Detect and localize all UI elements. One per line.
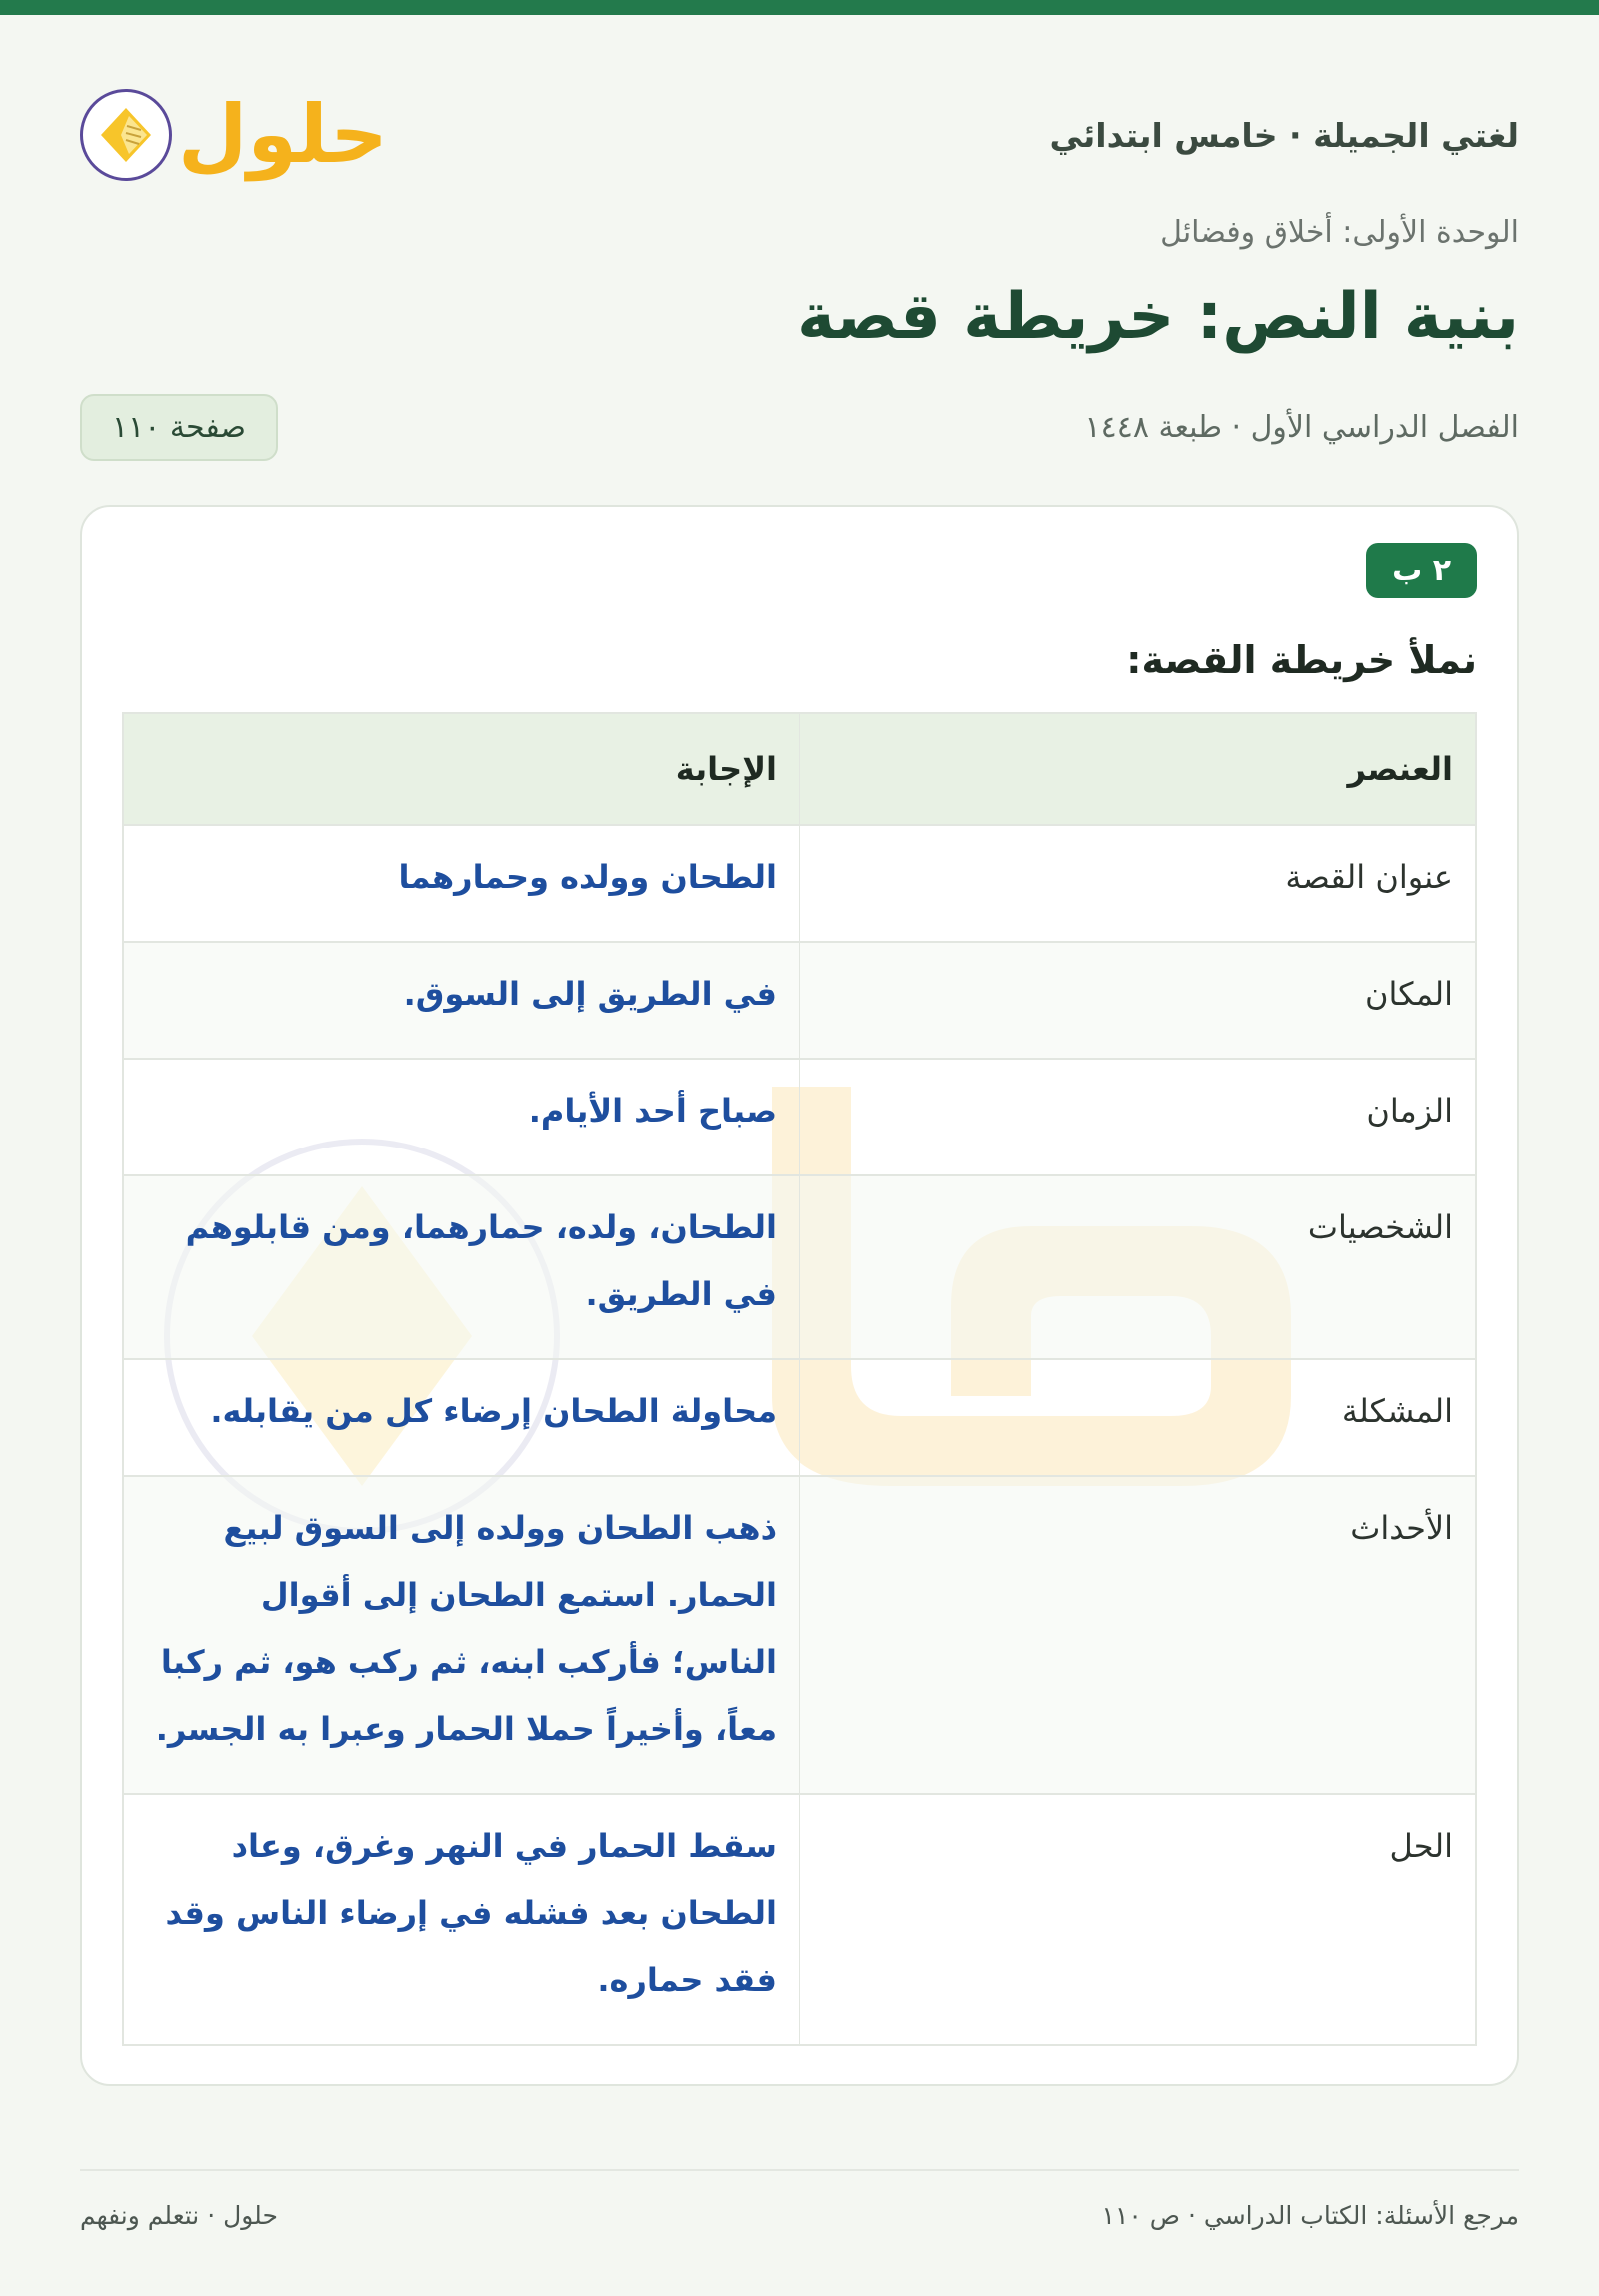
- row-element-cell: [800, 1476, 1476, 1794]
- logo-badge-icon: [80, 89, 172, 181]
- header: [80, 15, 1519, 235]
- row-element-cell: [800, 1359, 1476, 1476]
- row-element: الحل: [1389, 1827, 1453, 1865]
- row-element: الشخصيات: [1307, 1208, 1453, 1246]
- question-card: [80, 505, 1519, 2086]
- top-accent-bar: [0, 0, 1599, 15]
- row-element-cell: [800, 942, 1476, 1059]
- page: [0, 15, 1599, 2296]
- row-answer-cell: [123, 942, 800, 1059]
- row-answer: في الطريق إلى السوق.: [403, 975, 777, 1013]
- row-answer-cell: [123, 1059, 800, 1175]
- row-answer: الطحان، ولده، حمارهما، ومن قابلوهم في الطريق.: [185, 1208, 777, 1313]
- row-answer-cell: [123, 1359, 800, 1476]
- row-answer-cell: [123, 825, 800, 942]
- logo-wordmark: حلول: [178, 88, 388, 181]
- row-answer-cell: [123, 1175, 800, 1359]
- row-answer-cell: [123, 1794, 800, 2045]
- row-answer: ذهب الطحان وولده إلى السوق لبيع الحمار. استمع الطحان إلى أقوال الناس؛ فأركب ابنه، ثم ركب هو، ثم ركبا معاً، وأخيراً حملا الحمار وعبرا به الجسر.: [155, 1509, 777, 1748]
- column-header-element: العنصر: [800, 713, 1476, 825]
- question-prompt: نملأ خريطة القصة:: [1126, 638, 1477, 682]
- row-element: الأحداث: [1350, 1509, 1453, 1547]
- row-answer: صباح أحد الأيام.: [528, 1092, 777, 1130]
- footer: [80, 2169, 1519, 2230]
- row-answer-cell: [123, 1476, 800, 1794]
- row-answer: الطحان وولده وحمارهما: [398, 858, 777, 896]
- table-row: [123, 1175, 1476, 1359]
- table-header-row: [123, 713, 1476, 825]
- page-title: بنية النص: خريطة قصة: [798, 280, 1519, 354]
- table-row: [123, 1794, 1476, 2045]
- row-element-cell: [800, 1059, 1476, 1175]
- row-answer: سقط الحمار في النهر وغرق، وعاد الطحان بعد فشله في إرضاء الناس وقد فقد حماره.: [165, 1827, 777, 1999]
- story-map-table: [122, 712, 1477, 2046]
- row-element-cell: [800, 1794, 1476, 2045]
- row-answer: محاولة الطحان إرضاء كل من يقابله.: [210, 1392, 777, 1430]
- footer-tagline: حلول · نتعلم ونفهم: [80, 2201, 278, 2230]
- semester-edition: الفصل الدراسي الأول · طبعة ١٤٤٨: [1084, 410, 1519, 445]
- table-row: [123, 1059, 1476, 1175]
- row-element-cell: [800, 1175, 1476, 1359]
- page-number-badge: صفحة ١١٠: [80, 394, 278, 461]
- row-element: المشكلة: [1341, 1392, 1453, 1430]
- table-row: [123, 1476, 1476, 1794]
- unit-label: الوحدة الأولى: أخلاق وفضائل: [1160, 215, 1519, 250]
- row-element-cell: [800, 825, 1476, 942]
- table-row: [123, 825, 1476, 942]
- meta-row: [80, 394, 1519, 461]
- row-element: عنوان القصة: [1285, 858, 1453, 896]
- column-header-answer: الإجابة: [123, 713, 800, 825]
- question-number-badge: ٢ ب: [1366, 543, 1477, 598]
- book-title: لغتي الجميلة · خامس ابتدائي: [1049, 115, 1519, 155]
- footer-reference: مرجع الأسئلة: الكتاب الدراسي · ص ١١٠: [1101, 2201, 1519, 2230]
- logo[interactable]: [80, 89, 388, 181]
- table-row: [123, 942, 1476, 1059]
- row-element: المكان: [1364, 975, 1453, 1013]
- row-element: الزمان: [1366, 1092, 1453, 1130]
- table-row: [123, 1359, 1476, 1476]
